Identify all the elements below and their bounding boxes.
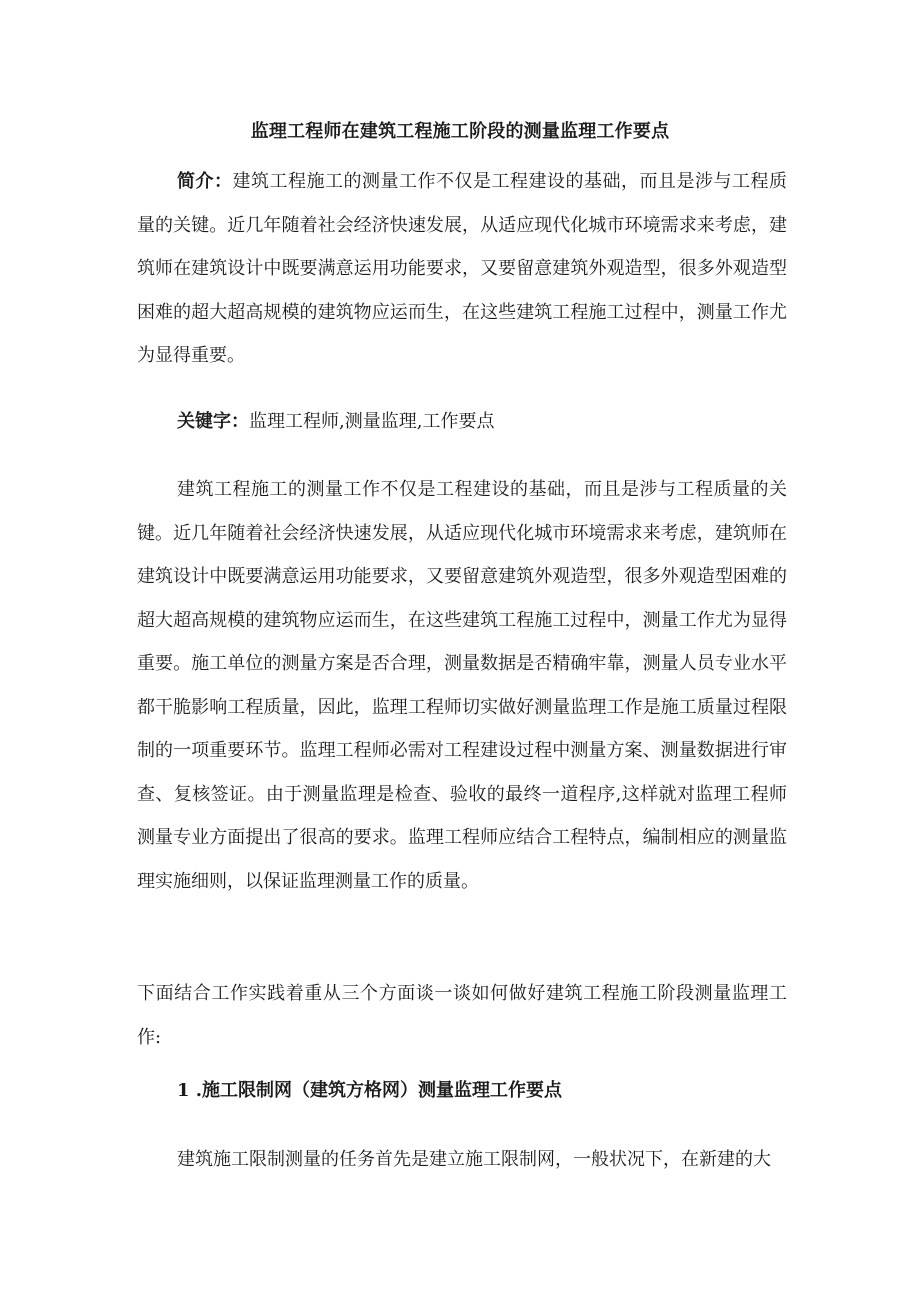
keywords-paragraph [137, 400, 787, 444]
intro-text: 建筑工程施工的测量工作不仅是工程建设的基础，而且是涉与工程质量的关键。近几年随着社会经济快速发展，从适应现代化城市环境需求来考虑，建筑师在建筑设计中既要满意运用功能要求，又要留意建筑外观造型，很多外观造型困难的超大超高规模的建筑物应运而生，在这些建筑工程施工过程中，测量工作尤为显得重要。 [137, 171, 787, 366]
body-paragraph-1: 建筑工程施工的测量工作不仅是工程建设的基础，而且是涉与工程质量的关键。近几年随着社会经济快速发展，从适应现代化城市环境需求来考虑，建筑师在建筑设计中既要满意运用功能要求，又要留意建筑外观造型，很多外观造型困难的超大超高规模的建筑物应运而生，在这些建筑工程施工过程中，测量工作尤为显得重要。施工单位的测量方案是否合理，测量数据是否精确牢靠，测量人员专业水平都干脆影响工程质量，因此，监理工程师切实做好测量监理工作是施工质量过程限制的一项重要环节。监理工程师必需对工程建设过程中测量方案、测量数据进行审查、复核签证。由于测量监理是检查、验收的最终一道程序,这样就对监理工程师测量专业方面提出了很高的要求。监理工程师应结合工程特点，编制相应的测量监理实施细则，以保证监理测量工作的质量。 [137, 479, 787, 892]
transition-paragraph: 下面结合工作实践着重从三个方面谈一谈如何做好建筑工程施工阶段测量监理工作: [137, 983, 787, 1048]
intro-label: 简介： [177, 171, 233, 192]
keywords-text: 监理工程师,测量监理,工作要点 [249, 411, 495, 432]
intro-paragraph [137, 160, 787, 378]
section-1-heading: 1 .施工限制网（建筑方格网）测量监理工作要点 [177, 1080, 563, 1101]
body-paragraph-2: 建筑施工限制测量的任务首先是建立施工限制网，一般状况下，在新建的大 [177, 1149, 771, 1170]
keywords-label: 关键字： [177, 411, 249, 432]
document-title: 监理工程师在建筑工程施工阶段的测量监理工作要点 [250, 121, 670, 142]
